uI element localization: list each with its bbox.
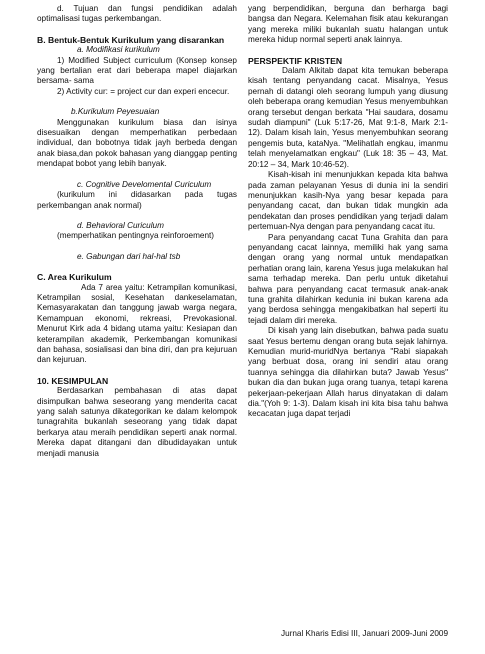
right-column — [248, 4, 448, 420]
paragraph-kesimpulan: Berdasarkan pembahasan di atas dapat disimpulkan bahwa seseorang yang menderita cacat yang salah satunya dikategorikan ke dalam kelompok tunagrahita bukanlah seseorang yang tidak dapat berkarya atau meraih pendidikan seperti anak normal. Mereka dapat ditangani dan dibudidayakan untuk menjadi manusia — [37, 386, 237, 458]
paragraph-orang-buta: Di kisah yang lain disebutkan, bahwa pada suatu saat Yesus bertemu dengan orang buta sejak lahirnya. Kemudian murid-muridNya bertanya "Rabi siapakah yang berbuat dosa, orang ini sendiri atau orang tuannya sehingga dia dilahirkan buta? Jawab Yesus" bukan dia dan bukan juga orang tuanya, tetapi karena pekerjaan-pekerjaan Allah harus dinyatakan di dalam dia."(Yoh 9: 1-3). Dalam kisah ini kita bisa tahu bahwa kecacatan juga dapat terjadi — [248, 326, 448, 419]
paragraph-tuna-grahita: Para penyandang cacat Tuna Grahita dan para penyandang cacat lainnya, memiliki hak yang sama dengan orang yang normal untuk mendapatkan perhatian orang lain, karena Yesus juga melakukan hal sama terhadap mereka. Dan perlu untuk diketahui bahwa para penyandang cacat termasuk anak-anak tuna grahita dilahirkan kedunia ini bukan karena ada yang berdosa sehingga mengakibatkan hal seperti itu tejadi dalam diri mereka. — [248, 232, 448, 325]
heading-bentuk-kurikulum: B. Bentuk-Bentuk Kurikulum yang disarankan — [37, 34, 225, 45]
heading-perspektif-kristen: PERSPEKTIF KRISTEN — [248, 55, 343, 66]
left-column — [37, 4, 237, 459]
heading-area-kurikulum: C. Area Kurikulum — [37, 272, 112, 283]
paragraph-kisah: Kisah-kisah ini menunjukkan kepada kita bahwa pada zaman pelayanan Yesus di dunia ini la sendiri menunjukkan kasih-Nya yang besar kepada para penyandang cacat, dan bukan tidak mungkin ada pendekatan dan proses pendidikan yang terjadi dalam pertemuan-Nya dengan para penyandang cacat itu. — [248, 170, 448, 232]
paragraph-continuation: yang berpendidikan, berguna dan berharga bagi bangsa dan Negara. Kelemahan fisik atau kekurangan yang mereka miliki bukanlah suatu halangan untuk mereka hidup normal seperti anak lainnya. — [248, 4, 448, 45]
paragraph-penyesuaian: Menggunakan kurikulum biasa dan isinya disesuaikan dengan memperhatikan perbedaan individual, dan bobotnya tidak jayh berbeda dengan anak biasa,dan pokok bahasan yang dianggap penting mendapat bobot yang lebih banyak. — [37, 117, 237, 169]
spacer — [37, 211, 237, 221]
item-activity-cur: 2) Activity cur: = project cur dan experi encecur. — [57, 86, 230, 96]
paragraph-tujuan: d. Tujuan dan fungsi pendidikan adalah optimalisasi tugas perkembangan. — [37, 4, 237, 24]
subheading-cognitive: c. Cognitive Develomental Curiculum — [77, 179, 212, 189]
subheading-gabungan: e. Gabungan dari hal-hal tsb — [77, 251, 181, 261]
spacer — [37, 97, 237, 107]
paragraph-area: Ada 7 area yaitu: Ketrampilan komunikasi, Ketrampilan sosial, Kesehatan dankeselamatan, Kemasyarakatan dan tanggung jawab warga negara, Kemampuan ekonomi, rekreasi, Prevokasional. Menurut Kirk ada 4 bidang utama yaitu: Kesiapan dan keterampilan akademik, Perkembangan komunikasi dan bahasa, sosialisasi dan bina diri, dan pra kejuruan dan kejuruan. — [37, 282, 237, 365]
item-modified-subject: 1) Modified Subject curriculum (Konsep konsep yang bertalian erat dari beberapa mapel diajarkan bersama- sama — [37, 55, 237, 86]
paragraph-alkitab: Dalam Alkitab dapat kita temukan beberapa kisah tentang penyandang cacat. Misalnya, Yesus pernah di datangi oleh seorang lumpuh yang diusung oleh beberapa orang kemudian Yesus menyembuhkan orang tersebut dengan berkata "Hai saudara, dosamu sudah diampuni" (Luk 5:17-26, Mat 9:1-8, Mark 2:1-12). Dalam kisah lain, Yesus menyembuhkan seorang pengemis buta, kataNya. "Melihatlah engkau, imanmu telah menyelamatkan engkau" (Luk 18: 35 – 43, Mat. 20:12 – 34, Mark 10:46-52). — [248, 66, 448, 169]
paragraph-cognitive: (kurikulum ini didasarkan pada tugas perkembangan anak normal) — [37, 190, 237, 210]
spacer — [37, 242, 237, 252]
subheading-modifikasi: a. Modifikasi kurikulum — [77, 45, 160, 55]
paragraph-behavioral: (memperhatikan pentingnya reinforoement) — [57, 231, 215, 241]
heading-kesimpulan: 10. KESIMPULAN — [37, 375, 109, 386]
page-footer — [248, 629, 448, 639]
spacer — [37, 170, 237, 180]
journal-citation: Jurnal Kharis Edisi III, Januari 2009-Juni 2009 — [280, 629, 448, 638]
subheading-behavioral: d. Behavioral Curiculum — [77, 220, 164, 230]
subheading-penyesuaian: b.Kurikulum Peyesuaian — [71, 107, 160, 117]
